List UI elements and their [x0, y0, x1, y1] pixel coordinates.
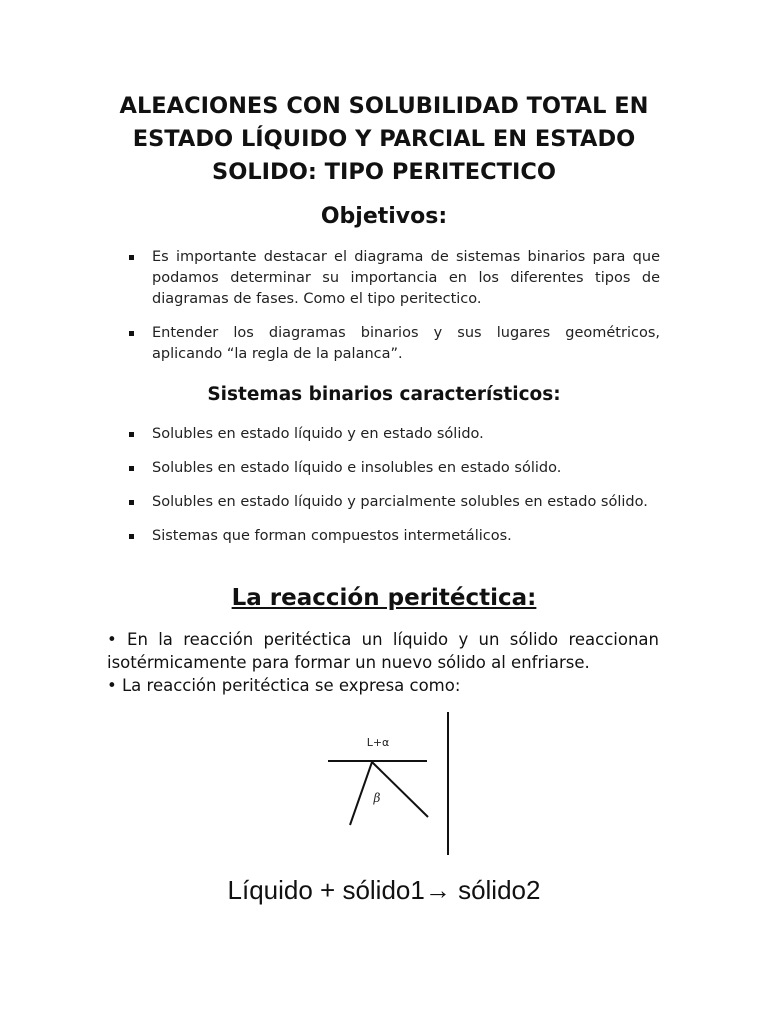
sistemas-heading: Sistemas binarios característicos: — [207, 384, 561, 405]
title-line-1: ALEACIONES CON SOLUBILIDAD TOTAL EN — [119, 93, 649, 119]
sistemas-list — [128, 424, 660, 560]
title-line-3: SOLIDO: TIPO PERITECTICO — [212, 159, 556, 185]
title-line-2: ESTADO LÍQUIDO Y PARCIAL EN ESTADO — [132, 126, 636, 152]
document-title — [90, 90, 678, 189]
beta-left-boundary-line — [350, 762, 372, 825]
peritectic-diagram — [320, 705, 470, 860]
beta-label: β — [373, 791, 381, 805]
peritectic-equation: Líquido + sólido1→ sólido2 — [227, 875, 541, 905]
list-item: Solubles en estado líquido e insolubles en estado sólido. — [128, 458, 660, 479]
list-item: Solubles en estado líquido y en estado sólido. — [128, 424, 660, 445]
beta-right-boundary-line — [372, 762, 428, 817]
reaccion-text — [107, 628, 659, 697]
reaccion-heading: La reacción peritéctica: — [231, 585, 537, 611]
list-item: Solubles en estado líquido y parcialmente solubles en estado sólido. — [128, 492, 660, 513]
objetivos-list — [128, 247, 660, 378]
list-item: Es importante destacar el diagrama de sistemas binarios para que podamos determinar su importancia en los diferentes tipos de diagramas de fases. Como el tipo peritectico. — [128, 247, 660, 310]
objetivos-heading: Objetivos: — [320, 204, 448, 229]
list-item: Sistemas que forman compuestos intermetálicos. — [128, 526, 660, 547]
reaccion-paragraph-1: • En la reacción peritéctica un líquido y un sólido reaccionan isotérmicamente para formar un nuevo sólido al enfriarse. — [107, 630, 659, 672]
reaccion-paragraph-2: • La reacción peritéctica se expresa como: — [107, 676, 461, 695]
list-item: Entender los diagramas binarios y sus lugares geométricos, aplicando “la regla de la palanca”. — [128, 323, 660, 365]
l-plus-alpha-label: L+α — [366, 736, 390, 749]
